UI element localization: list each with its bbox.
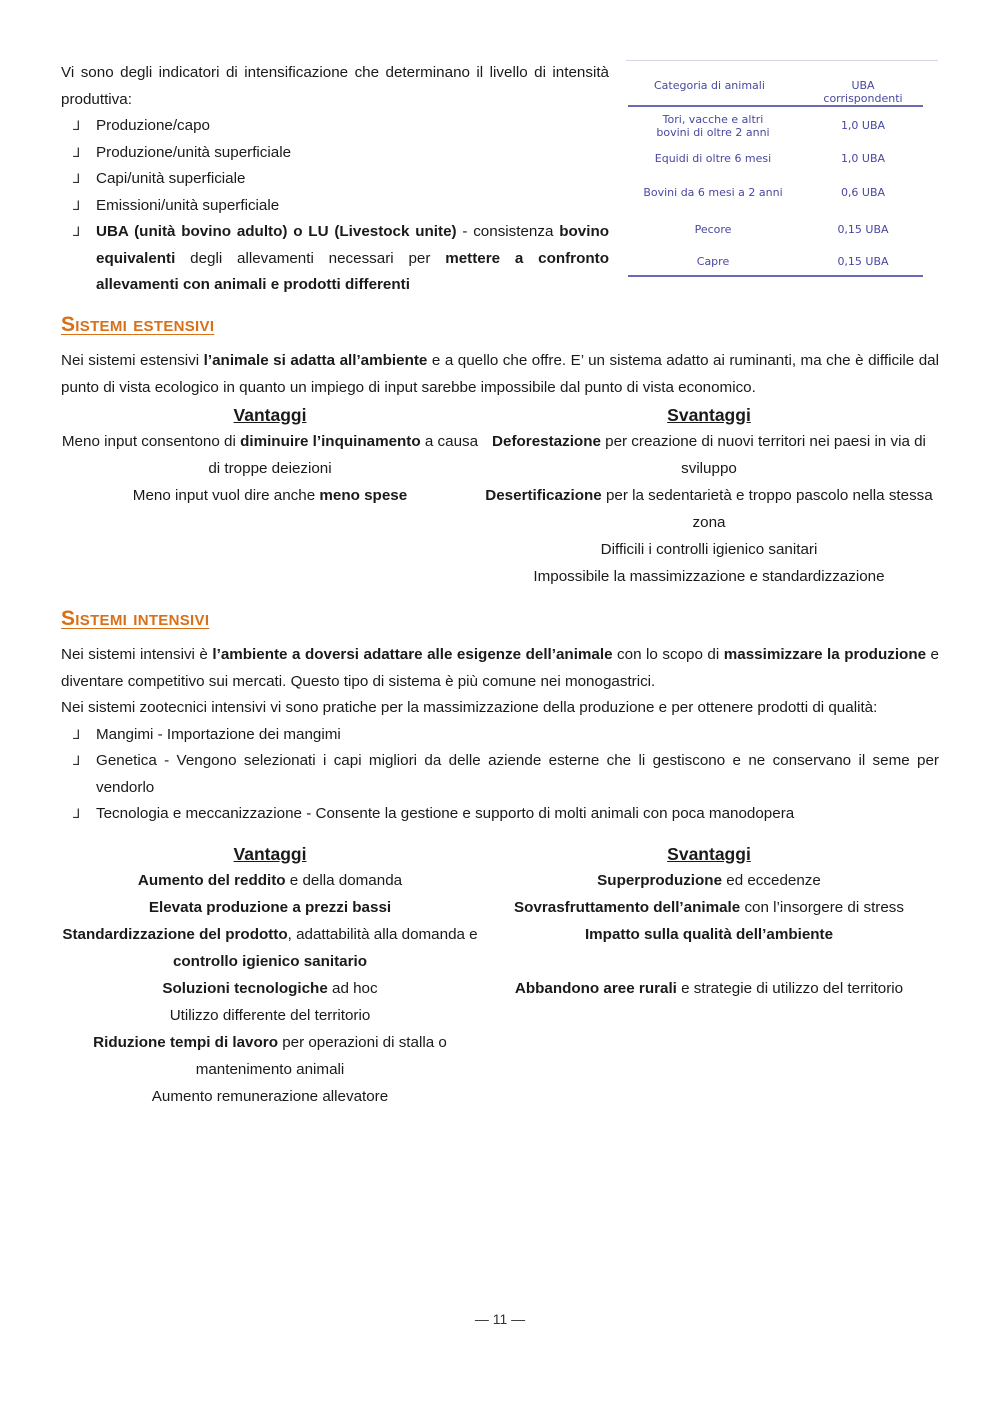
list-item: ⅃ Tecnologia e meccanizzazione - Consente la gestione e supporto di molti animali con poca manodopera	[61, 801, 939, 828]
bullet-arrow-icon: ⅃	[73, 197, 81, 213]
list-item: Aumento remunerazione allevatore	[151, 1087, 389, 1105]
svantaggi-column	[479, 842, 939, 1110]
page-number: — 11 —	[474, 1311, 526, 1327]
list-item: ⅃ Capi/unità superficiale	[61, 166, 609, 193]
list-item: ⅃ Genetica - Vengono selezionati i capi migliori da delle aziende esterne che li gestiscono e ne conservano il seme per vendorlo	[61, 748, 939, 801]
intro-paragraph: Vi sono degli indicatori di intensificazione che determinano il livello di intensità produttiva:	[61, 64, 609, 108]
indicator-list	[61, 113, 609, 299]
uba-table-header	[628, 73, 923, 107]
list-item: Elevata produzione a prezzi bassi	[148, 898, 392, 916]
bullet-arrow-icon: ⅃	[73, 806, 81, 821]
list-item: Impossibile la massimizzazione e standardizzazione	[533, 568, 885, 585]
intensivi-comparison	[61, 842, 939, 1110]
bullet-arrow-icon: ⅃	[73, 118, 81, 133]
intro-text	[61, 60, 609, 299]
section-title-estensivi: Sistemi estensivi	[61, 313, 215, 336]
intensivi-practice-list	[61, 722, 939, 828]
bullet-arrow-icon: ⅃	[73, 144, 81, 160]
uba-header-category: Categoria di animali	[654, 79, 765, 92]
list-item: Deforestazione per creazione di nuovi territori nei paesi in via di sviluppo	[492, 433, 926, 477]
list-item: ⅃ Produzione/capo	[61, 113, 609, 140]
vantaggi-column	[61, 403, 479, 590]
bullet-arrow-icon: ⅃	[73, 726, 81, 742]
list-item: Superproduzione ed eccedenze	[597, 871, 821, 889]
estensivi-paragraph: Nei sistemi estensivi l’animale si adatta all’ambiente e a quello che offre. E’ un sistema adatto ai ruminanti, ma che è difficile dal punto di vista ecologico in quanto un impiego di input sarebbe impossibile dal punto di vista economico.	[61, 352, 940, 396]
uba-table-bottom-rule	[628, 275, 923, 277]
document-page	[61, 60, 939, 1110]
list-item: Utilizzo differente del territorio	[169, 1006, 371, 1024]
intro-section	[61, 60, 939, 298]
uba-table: Categoria di animali UBA corrispondenti Tori, vacche e altri bovini di oltre 2 anni 1,0 UBA Equidi di oltre 6 mesi 1,0 UBA Bovini da 6 mesi a 2 anni 0,6 UBA Pecore 0,15 UBA Capre 0,15 UBA	[626, 60, 938, 283]
list-item: Sovrasfruttamento dell’animale con l’insorgere di stress	[514, 898, 904, 916]
bullet-arrow-icon: ⅃	[73, 171, 81, 186]
intensivi-paragraph-1: Nei sistemi intensivi è l’ambiente a doversi adattare alle esigenze dell’animale con lo scopo di massimizzare la produzione e diventare competitivo sui mercati. Questo tipo di sistema è più comune nei monogastrici.	[61, 646, 940, 690]
list-item: ⅃ Produzione/unità superficiale	[61, 140, 609, 167]
bullet-arrow-icon: ⅃	[73, 224, 81, 239]
list-item: Desertificazione per la sedentarietà e troppo pascolo nella stessa zona	[485, 487, 933, 531]
list-item: Impatto sulla qualità dell’ambiente	[584, 925, 834, 943]
svantaggi-heading: Svantaggi	[667, 843, 751, 864]
estensivi-comparison	[61, 403, 939, 590]
uba-header-value: UBA corrispondenti	[823, 79, 903, 105]
intensivi-paragraph-2: Nei sistemi zootecnici intensivi vi sono pratiche per la massimizzazione della produzione e per ottenere prodotti di qualità:	[61, 699, 878, 716]
bullet-arrow-icon: ⅃	[73, 753, 81, 768]
list-item: ⅃ Mangimi - Importazione dei mangimi	[61, 722, 939, 749]
list-item: Aumento del reddito e della domanda	[137, 871, 403, 889]
vantaggi-heading: Vantaggi	[233, 405, 307, 425]
svantaggi-heading: Svantaggi	[667, 405, 751, 425]
list-item: Riduzione tempi di lavoro per operazioni di stalla o mantenimento animali	[93, 1033, 447, 1078]
list-item: Meno input consentono di diminuire l’inquinamento a causa di troppe deiezioni	[61, 433, 479, 477]
list-item: Abbandono aree rurali e strategie di utilizzo del territorio	[514, 979, 904, 997]
list-item: Difficili i controlli igienico sanitari	[600, 541, 818, 558]
list-item: Standardizzazione del prodotto, adattabilità alla domanda e controllo igienico sanitario	[62, 925, 478, 970]
list-item: ⅃ Emissioni/unità superficiale	[61, 193, 609, 220]
list-item-uba: ⅃ UBA (unità bovino adulto) o LU (Livestock unite) - consistenza bovino equivalenti degli allevamenti necessari per mettere a confronto allevamenti con animali e prodotti differenti	[61, 219, 609, 299]
vantaggi-heading: Vantaggi	[233, 843, 307, 864]
spacer	[479, 948, 939, 975]
section-title-intensivi: Sistemi intensivi	[61, 607, 210, 630]
list-item: Meno input vuol dire anche meno spese	[132, 487, 408, 504]
svantaggi-column	[479, 403, 939, 590]
list-item: Soluzioni tecnologiche ad hoc	[162, 979, 378, 997]
vantaggi-column	[61, 842, 479, 1110]
